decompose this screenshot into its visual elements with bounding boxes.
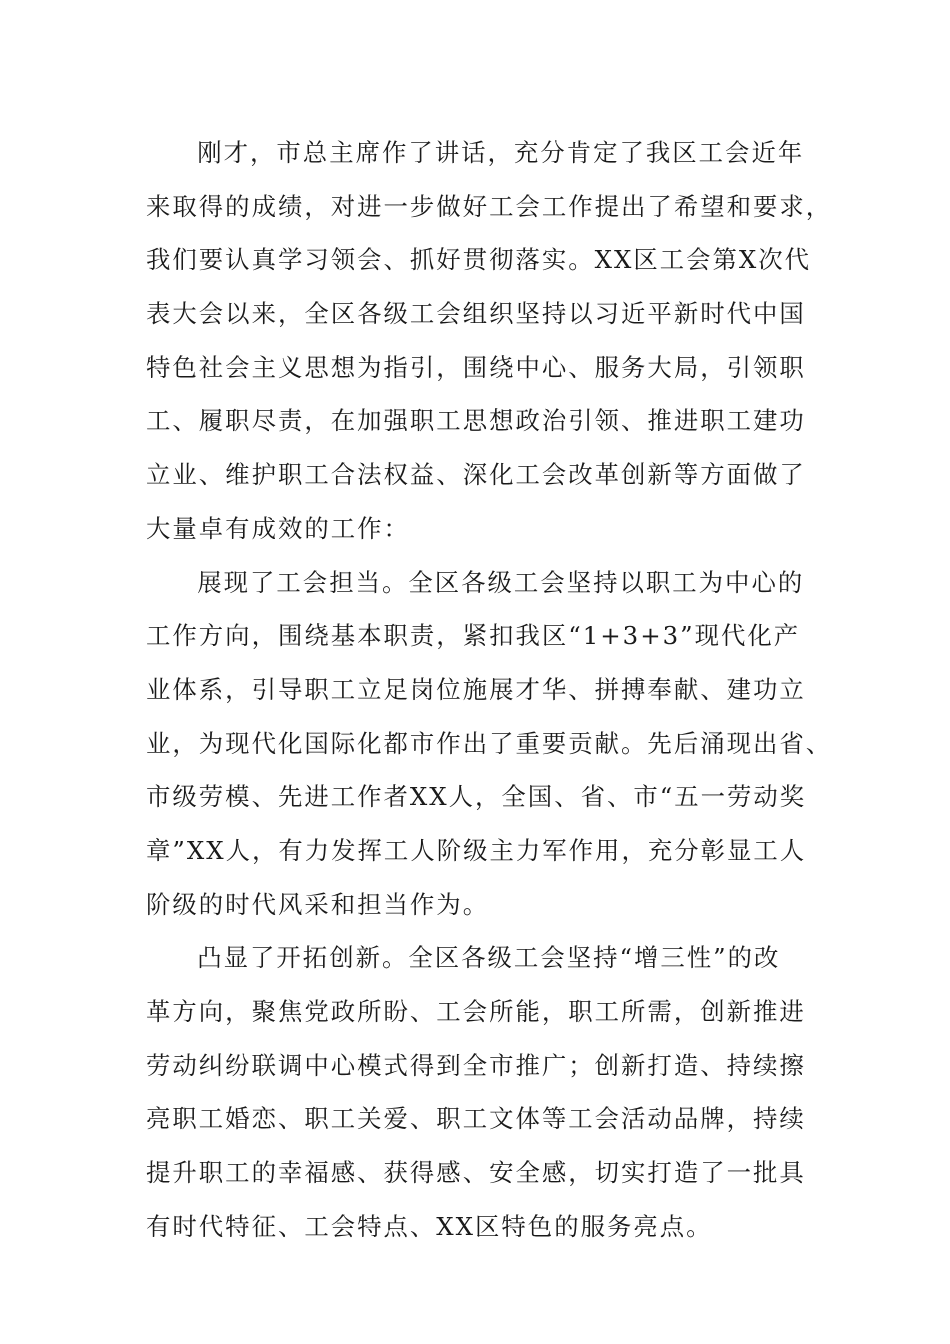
text-line: 业体系，引导职工立足岗位施展才华、拼搏奉献、建功立 (146, 674, 806, 704)
text-line: 表大会以来，全区各级工会组织坚持以习近平新时代中国 (146, 299, 806, 329)
text-line: 市级劳模、先进工作者XX人，全国、省、市“五一劳动奖 (146, 782, 807, 812)
paragraph-2 (146, 556, 833, 932)
text-line: 有时代特征、工会特点、XX区特色的服务亮点。 (146, 1211, 713, 1241)
text-line: 提升职工的幸福感、获得感、安全感，切实打造了一批具 (146, 1158, 806, 1188)
text-line: 工、履职尽责，在加强职工思想政治引领、推进职工建功 (146, 406, 806, 436)
text-line: 章”XX人，有力发挥工人阶级主力军作用，充分彰显工人 (146, 835, 807, 865)
text-line: 来取得的成绩，对进一步做好工会工作提出了希望和要求， (146, 191, 833, 221)
text-line: 阶级的时代风采和担当作为。 (146, 889, 490, 919)
text-line: 立业、维护职工合法权益、深化工会改革创新等方面做了 (146, 460, 806, 490)
text-line: 刚才，市总主席作了讲话，充分肯定了我区工会近年 (197, 138, 805, 167)
text-line: 革方向，聚焦党政所盼、工会所能，职工所需，创新推进 (146, 997, 806, 1026)
paragraph-3 (146, 931, 806, 1253)
text-line: 我们要认真学习领会、抓好贯彻落实。XX区工会第X次代 (146, 245, 812, 275)
text-line: 业，为现代化国际化都市作出了重要贡献。先后涌现出省、 (146, 728, 833, 758)
paragraph-1 (146, 126, 833, 556)
text-line: 展现了工会担当。全区各级工会坚持以职工为中心的 (197, 567, 805, 597)
text-line: 大量卓有成效的工作： (146, 513, 410, 543)
text-line: 凸显了开拓创新。全区各级工会坚持“增三性”的改 (197, 943, 781, 973)
text-line: 特色社会主义思想为指引，围绕中心、服务大局，引领职 (146, 352, 806, 382)
text-line: 工作方向，围绕基本职责，紧扣我区“1+3+3”现代化产 (146, 621, 801, 651)
text-line: 亮职工婚恋、职工关爱、职工文体等工会活动品牌，持续 (146, 1104, 806, 1134)
text-line: 劳动纠纷联调中心模式得到全市推广；创新打造、持续擦 (146, 1050, 806, 1080)
document-body (146, 126, 833, 1253)
